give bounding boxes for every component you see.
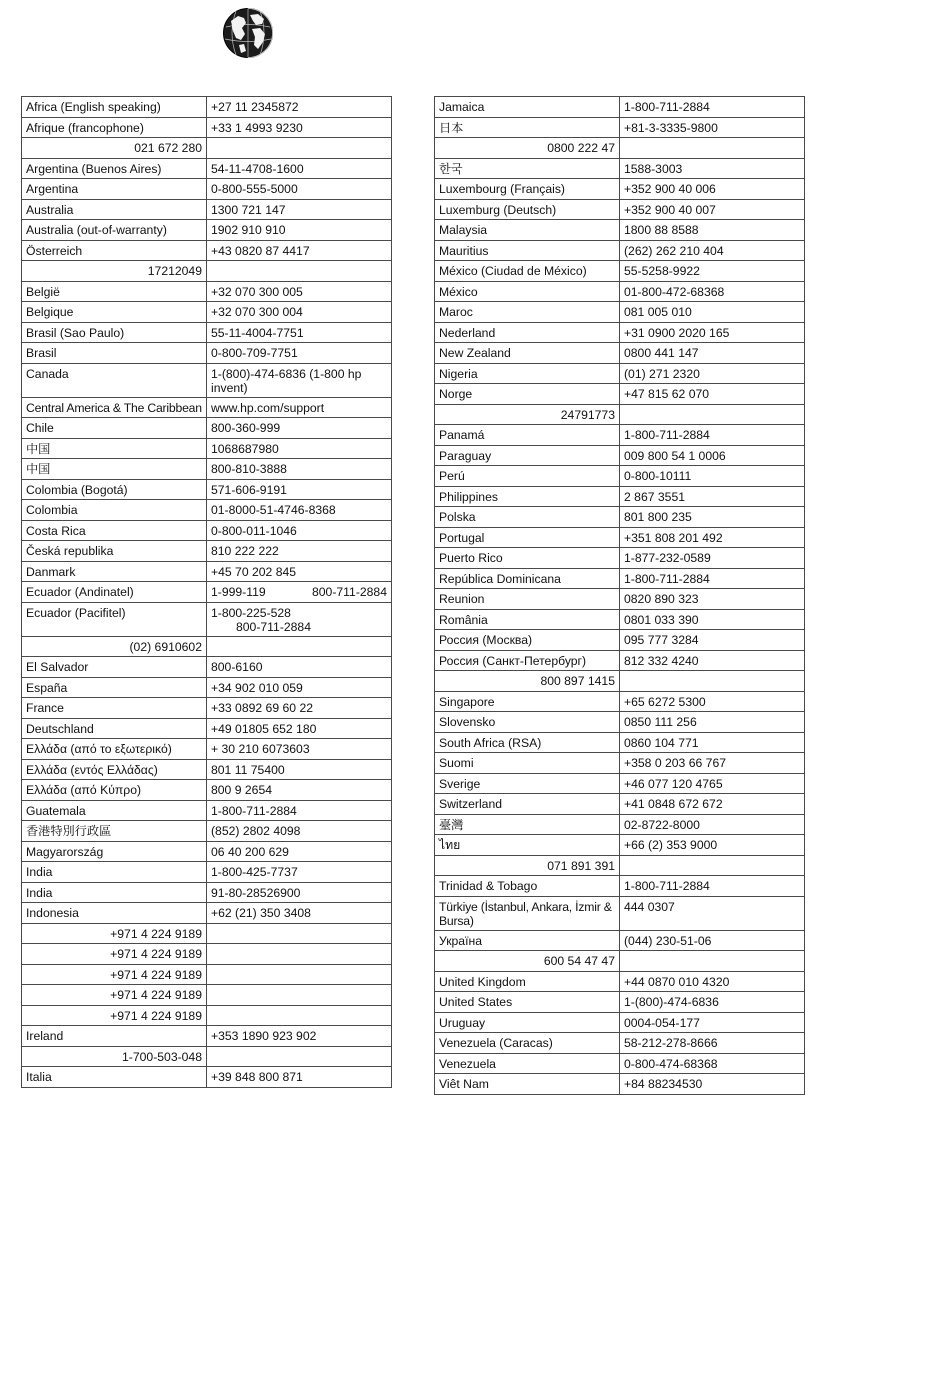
country-cell: Costa Rica bbox=[22, 520, 207, 541]
country-cell: India bbox=[22, 862, 207, 883]
table-row bbox=[435, 466, 805, 487]
country-cell: Brasil bbox=[22, 343, 207, 364]
table-row bbox=[435, 425, 805, 446]
phone-number-cell: 0850 111 256 bbox=[620, 712, 805, 733]
table-row bbox=[22, 923, 392, 944]
country-cell: Indonesia bbox=[22, 903, 207, 924]
table-row bbox=[22, 261, 392, 282]
phone-number-cell: 2 867 3551 bbox=[620, 486, 805, 507]
table-row bbox=[435, 691, 805, 712]
phone-number-cell: +352 900 40 006 bbox=[620, 179, 805, 200]
phone-number-cell: 0004-054-177 bbox=[620, 1012, 805, 1033]
country-cell: United Kingdom bbox=[435, 971, 620, 992]
phone-number-cell: +43 0820 87 4417 bbox=[207, 240, 392, 261]
phone-number-cell: 800-360-999 bbox=[207, 418, 392, 439]
table-row bbox=[435, 971, 805, 992]
country-cell: United States bbox=[435, 992, 620, 1013]
country-cell: Ελλάδα (εντός Ελλάδας) bbox=[22, 759, 207, 780]
country-cell: El Salvador bbox=[22, 657, 207, 678]
phone-number-cell: 1800 88 8588 bbox=[620, 220, 805, 241]
table-row bbox=[22, 964, 392, 985]
table-row bbox=[22, 944, 392, 965]
table-row bbox=[435, 179, 805, 200]
country-cell: 香港特別行政區 bbox=[22, 821, 207, 842]
phone-number-cell: +358 0 203 66 767 bbox=[620, 753, 805, 774]
phone-number-cell bbox=[207, 923, 392, 944]
country-cell: +971 4 224 9189 bbox=[22, 944, 207, 965]
table-row bbox=[435, 671, 805, 692]
phone-number-cell bbox=[207, 261, 392, 282]
phone-number-cell: 571-606-9191 bbox=[207, 479, 392, 500]
phone-number-cell: 1588-3003 bbox=[620, 158, 805, 179]
table-row bbox=[435, 117, 805, 138]
phone-number-cell: 095 777 3284 bbox=[620, 630, 805, 651]
table-row bbox=[22, 343, 392, 364]
country-cell: Perú bbox=[435, 466, 620, 487]
country-cell: Ecuador (Pacifitel) bbox=[22, 602, 207, 636]
table-row bbox=[22, 657, 392, 678]
phone-number-cell: +353 1890 923 902 bbox=[207, 1026, 392, 1047]
table-row bbox=[22, 322, 392, 343]
table-row bbox=[435, 609, 805, 630]
table-row bbox=[22, 677, 392, 698]
phone-number-cell: +47 815 62 070 bbox=[620, 384, 805, 405]
country-cell: Nederland bbox=[435, 322, 620, 343]
phone-number-cell: 0801 033 390 bbox=[620, 609, 805, 630]
country-cell: Venezuela (Caracas) bbox=[435, 1033, 620, 1054]
table-row bbox=[435, 930, 805, 951]
phone-number-cell bbox=[207, 944, 392, 965]
table-row bbox=[435, 1074, 805, 1095]
table-row bbox=[435, 876, 805, 897]
phone-number-cell: 1-800-711-2884 bbox=[620, 97, 805, 118]
phone-number-cell: +27 11 2345872 bbox=[207, 97, 392, 118]
phone-number-cell: 06 40 200 629 bbox=[207, 841, 392, 862]
table-row bbox=[435, 240, 805, 261]
table-row bbox=[435, 527, 805, 548]
country-cell: Россия (Санкт-Петербург) bbox=[435, 650, 620, 671]
table-row bbox=[22, 541, 392, 562]
country-cell: Argentina (Buenos Aires) bbox=[22, 158, 207, 179]
table-row bbox=[435, 712, 805, 733]
country-cell: ไทย bbox=[435, 835, 620, 856]
country-cell: België bbox=[22, 281, 207, 302]
table-row bbox=[435, 992, 805, 1013]
table-row bbox=[22, 459, 392, 480]
table-row bbox=[22, 397, 392, 418]
country-cell: +971 4 224 9189 bbox=[22, 1005, 207, 1026]
phone-number-cell bbox=[207, 582, 392, 603]
phone-number-cell: 0860 104 771 bbox=[620, 732, 805, 753]
table-row bbox=[435, 507, 805, 528]
phone-number-cell: 1-800-711-2884 bbox=[207, 800, 392, 821]
phone-number-cell: +352 900 40 007 bbox=[620, 199, 805, 220]
country-cell: 中国 bbox=[22, 438, 207, 459]
country-cell: 800 897 1415 bbox=[435, 671, 620, 692]
table-row bbox=[435, 589, 805, 610]
country-cell: Central America & The Caribbean bbox=[22, 397, 207, 418]
country-cell: (02) 6910602 bbox=[22, 636, 207, 657]
table-row bbox=[22, 800, 392, 821]
country-cell: Österreich bbox=[22, 240, 207, 261]
phone-number-cell: 0-800-10111 bbox=[620, 466, 805, 487]
phone-number: 1-800-225-528 bbox=[211, 605, 291, 620]
table-row bbox=[22, 561, 392, 582]
phone-number-cell bbox=[207, 602, 392, 636]
phone-number-cell: + 30 210 6073603 bbox=[207, 739, 392, 760]
phone-number-cell: 0-800-555-5000 bbox=[207, 179, 392, 200]
country-cell: Uruguay bbox=[435, 1012, 620, 1033]
table-row bbox=[22, 117, 392, 138]
phone-number-cell: +49 01805 652 180 bbox=[207, 718, 392, 739]
phone-number-cell bbox=[207, 985, 392, 1006]
phone-number-cell: +31 0900 2020 165 bbox=[620, 322, 805, 343]
table-row bbox=[22, 882, 392, 903]
country-cell: Brasil (Sao Paulo) bbox=[22, 322, 207, 343]
table-row bbox=[22, 985, 392, 1006]
phone-number-cell: 800-6160 bbox=[207, 657, 392, 678]
phone-number-cell: +62 (21) 350 3408 bbox=[207, 903, 392, 924]
country-cell: Venezuela bbox=[435, 1053, 620, 1074]
table-row bbox=[22, 240, 392, 261]
country-cell: România bbox=[435, 609, 620, 630]
country-cell: Reunion bbox=[435, 589, 620, 610]
table-row bbox=[22, 158, 392, 179]
country-cell: Africa (English speaking) bbox=[22, 97, 207, 118]
phone-number-cell: +39 848 800 871 bbox=[207, 1067, 392, 1088]
phone-number-cell: 801 11 75400 bbox=[207, 759, 392, 780]
phone-number-cell: +41 0848 672 672 bbox=[620, 794, 805, 815]
phone-number-cell bbox=[620, 138, 805, 159]
phone-number-cell bbox=[620, 951, 805, 972]
table-row bbox=[435, 650, 805, 671]
globe-icon bbox=[222, 7, 274, 59]
phone-number-cell: 1-800-711-2884 bbox=[620, 876, 805, 897]
table-row bbox=[435, 138, 805, 159]
table-row bbox=[22, 302, 392, 323]
country-cell: South Africa (RSA) bbox=[435, 732, 620, 753]
country-cell: Maroc bbox=[435, 302, 620, 323]
phone-number-cell: 1068687980 bbox=[207, 438, 392, 459]
phone-number-cell: +66 (2) 353 9000 bbox=[620, 835, 805, 856]
country-cell: 600 54 47 47 bbox=[435, 951, 620, 972]
country-cell: Deutschland bbox=[22, 718, 207, 739]
phone-number-cell: www.hp.com/support bbox=[207, 397, 392, 418]
country-cell: Argentina bbox=[22, 179, 207, 200]
table-row bbox=[435, 773, 805, 794]
table-row bbox=[22, 1067, 392, 1088]
table-row bbox=[22, 582, 392, 603]
country-cell: Sverige bbox=[435, 773, 620, 794]
country-cell: +971 4 224 9189 bbox=[22, 985, 207, 1006]
phone-number-cell: 1-877-232-0589 bbox=[620, 548, 805, 569]
phone-number-cell bbox=[207, 964, 392, 985]
phone-number: 1-999-119 bbox=[211, 585, 266, 599]
table-row bbox=[22, 1005, 392, 1026]
phone-number-cell: +65 6272 5300 bbox=[620, 691, 805, 712]
phone-number-cell: 0800 441 147 bbox=[620, 343, 805, 364]
phone-number-cell: +33 0892 69 60 22 bbox=[207, 698, 392, 719]
phone-number-cell bbox=[620, 855, 805, 876]
country-cell: España bbox=[22, 677, 207, 698]
table-row bbox=[22, 438, 392, 459]
country-cell: Italia bbox=[22, 1067, 207, 1088]
table-row bbox=[435, 1033, 805, 1054]
table-row bbox=[435, 220, 805, 241]
country-cell: México bbox=[435, 281, 620, 302]
country-cell: 24791773 bbox=[435, 404, 620, 425]
country-cell: Polska bbox=[435, 507, 620, 528]
phone-number-cell: 1902 910 910 bbox=[207, 220, 392, 241]
table-row bbox=[22, 199, 392, 220]
table-row bbox=[435, 322, 805, 343]
table-row bbox=[435, 835, 805, 856]
phone-number-cell: (044) 230-51-06 bbox=[620, 930, 805, 951]
country-cell: Türkiye (İstanbul, Ankara, İzmir & Bursa) bbox=[435, 896, 620, 930]
country-cell: Україна bbox=[435, 930, 620, 951]
country-cell: Slovensko bbox=[435, 712, 620, 733]
phone-number-cell bbox=[207, 1005, 392, 1026]
country-cell: Australia (out-of-warranty) bbox=[22, 220, 207, 241]
table-row bbox=[22, 520, 392, 541]
table-row bbox=[22, 97, 392, 118]
phone-number-cell bbox=[207, 1046, 392, 1067]
phone-number-cell: +351 808 201 492 bbox=[620, 527, 805, 548]
country-cell: Ελλάδα (από το εξωτερικό) bbox=[22, 739, 207, 760]
phone-number-cell bbox=[207, 636, 392, 657]
country-cell: Colombia (Bogotá) bbox=[22, 479, 207, 500]
country-cell: Malaysia bbox=[435, 220, 620, 241]
country-cell: Australia bbox=[22, 199, 207, 220]
country-cell: Trinidad & Tobago bbox=[435, 876, 620, 897]
country-cell: Luxembourg (Français) bbox=[435, 179, 620, 200]
table-row bbox=[435, 951, 805, 972]
table-row bbox=[22, 281, 392, 302]
country-cell: 臺灣 bbox=[435, 814, 620, 835]
table-row bbox=[435, 404, 805, 425]
table-row bbox=[435, 753, 805, 774]
country-cell: New Zealand bbox=[435, 343, 620, 364]
table-row bbox=[22, 698, 392, 719]
country-cell: Philippines bbox=[435, 486, 620, 507]
table-row bbox=[435, 199, 805, 220]
country-cell: India bbox=[22, 882, 207, 903]
country-cell: Россия (Москва) bbox=[435, 630, 620, 651]
table-row bbox=[22, 903, 392, 924]
phone-number-cell: +81-3-3335-9800 bbox=[620, 117, 805, 138]
table-row bbox=[435, 445, 805, 466]
phone-number-cell: +44 0870 010 4320 bbox=[620, 971, 805, 992]
table-row bbox=[435, 281, 805, 302]
country-cell: 中国 bbox=[22, 459, 207, 480]
phone-number-cell bbox=[207, 138, 392, 159]
table-row bbox=[435, 343, 805, 364]
country-cell: Guatemala bbox=[22, 800, 207, 821]
phone-number-cell bbox=[620, 404, 805, 425]
country-cell: Luxemburg (Deutsch) bbox=[435, 199, 620, 220]
phone-number-cell: +32 070 300 005 bbox=[207, 281, 392, 302]
table-row bbox=[22, 636, 392, 657]
phone-number-cell: +34 902 010 059 bbox=[207, 677, 392, 698]
table-row bbox=[22, 1026, 392, 1047]
country-cell: Singapore bbox=[435, 691, 620, 712]
country-cell: 日本 bbox=[435, 117, 620, 138]
table-row bbox=[435, 363, 805, 384]
phone-number-cell: 1-(800)-474-6836 bbox=[620, 992, 805, 1013]
phone-number-secondary: 800-711-2884 bbox=[236, 619, 311, 634]
country-cell: Danmark bbox=[22, 561, 207, 582]
table-row bbox=[435, 732, 805, 753]
table-row bbox=[435, 261, 805, 282]
country-cell: Belgique bbox=[22, 302, 207, 323]
table-row bbox=[22, 220, 392, 241]
country-cell: Switzerland bbox=[435, 794, 620, 815]
country-cell: Česká republika bbox=[22, 541, 207, 562]
phone-number-cell: +84 88234530 bbox=[620, 1074, 805, 1095]
country-cell: República Dominicana bbox=[435, 568, 620, 589]
phone-number-cell: 54-11-4708-1600 bbox=[207, 158, 392, 179]
table-row bbox=[22, 138, 392, 159]
table-row bbox=[22, 418, 392, 439]
table-row bbox=[22, 179, 392, 200]
table-row bbox=[435, 548, 805, 569]
phone-number-cell: 0-800-474-68368 bbox=[620, 1053, 805, 1074]
table-row bbox=[22, 500, 392, 521]
phone-number-cell: (262) 262 210 404 bbox=[620, 240, 805, 261]
table-row bbox=[22, 718, 392, 739]
country-cell: Magyarország bbox=[22, 841, 207, 862]
phone-number-cell: 812 332 4240 bbox=[620, 650, 805, 671]
phone-number-cell: +33 1 4993 9230 bbox=[207, 117, 392, 138]
country-cell: Canada bbox=[22, 363, 207, 397]
country-cell: Ecuador (Andinatel) bbox=[22, 582, 207, 603]
table-row bbox=[435, 568, 805, 589]
phone-number-cell: +32 070 300 004 bbox=[207, 302, 392, 323]
table-row bbox=[435, 384, 805, 405]
phone-number-secondary: 800-711-2884 bbox=[312, 585, 387, 599]
country-cell: Viêt Nam bbox=[435, 1074, 620, 1095]
phone-number-cell: 02-8722-8000 bbox=[620, 814, 805, 835]
table-row bbox=[435, 814, 805, 835]
phone-number-cell: 0820 890 323 bbox=[620, 589, 805, 610]
country-cell: 0800 222 47 bbox=[435, 138, 620, 159]
table-row bbox=[22, 821, 392, 842]
phone-number-cell: 444 0307 bbox=[620, 896, 805, 930]
country-cell: Norge bbox=[435, 384, 620, 405]
country-cell: Jamaica bbox=[435, 97, 620, 118]
phone-number-cell: 1-800-711-2884 bbox=[620, 568, 805, 589]
table-row bbox=[435, 896, 805, 930]
phone-number-cell: 009 800 54 1 0006 bbox=[620, 445, 805, 466]
country-cell: Chile bbox=[22, 418, 207, 439]
country-cell: Panamá bbox=[435, 425, 620, 446]
phone-number-cell: 1-800-711-2884 bbox=[620, 425, 805, 446]
phone-number-cell: 01-800-472-68368 bbox=[620, 281, 805, 302]
table-row bbox=[435, 630, 805, 651]
country-cell: Ireland bbox=[22, 1026, 207, 1047]
table-row bbox=[435, 302, 805, 323]
country-cell: Colombia bbox=[22, 500, 207, 521]
phone-number-cell: 1-800-425-7737 bbox=[207, 862, 392, 883]
country-cell: Ελλάδα (από Κύπρο) bbox=[22, 780, 207, 801]
country-cell: 021 672 280 bbox=[22, 138, 207, 159]
table-row bbox=[22, 479, 392, 500]
country-cell: 1-700-503-048 bbox=[22, 1046, 207, 1067]
table-row bbox=[22, 363, 392, 397]
country-cell: México (Ciudad de México) bbox=[435, 261, 620, 282]
phone-number-cell: 0-800-011-1046 bbox=[207, 520, 392, 541]
phone-number-cell: 91-80-28526900 bbox=[207, 882, 392, 903]
phone-number-cell: 0-800-709-7751 bbox=[207, 343, 392, 364]
table-row bbox=[435, 1012, 805, 1033]
phone-number-cell: 081 005 010 bbox=[620, 302, 805, 323]
table-row bbox=[435, 486, 805, 507]
phone-number-cell: 55-11-4004-7751 bbox=[207, 322, 392, 343]
phone-number-cell: (01) 271 2320 bbox=[620, 363, 805, 384]
table-row bbox=[22, 862, 392, 883]
country-cell: 071 891 391 bbox=[435, 855, 620, 876]
phone-table-left bbox=[21, 96, 392, 1088]
country-cell: Nigeria bbox=[435, 363, 620, 384]
country-cell: +971 4 224 9189 bbox=[22, 923, 207, 944]
country-cell: Mauritius bbox=[435, 240, 620, 261]
country-cell: Suomi bbox=[435, 753, 620, 774]
phone-number-cell: 810 222 222 bbox=[207, 541, 392, 562]
phone-number-cell: 01-8000-51-4746-8368 bbox=[207, 500, 392, 521]
phone-number-cell: 801 800 235 bbox=[620, 507, 805, 528]
table-row bbox=[22, 780, 392, 801]
phone-number-cell: 58-212-278-8666 bbox=[620, 1033, 805, 1054]
table-row bbox=[22, 602, 392, 636]
phone-table-right bbox=[434, 96, 805, 1095]
table-row bbox=[22, 739, 392, 760]
country-cell: 한국 bbox=[435, 158, 620, 179]
country-cell: +971 4 224 9189 bbox=[22, 964, 207, 985]
phone-number-cell: 55-5258-9922 bbox=[620, 261, 805, 282]
table-row bbox=[435, 97, 805, 118]
phone-number-cell bbox=[620, 671, 805, 692]
phone-number-cell: 1300 721 147 bbox=[207, 199, 392, 220]
table-row bbox=[435, 158, 805, 179]
table-row bbox=[435, 1053, 805, 1074]
country-cell: France bbox=[22, 698, 207, 719]
phone-number-cell: +46 077 120 4765 bbox=[620, 773, 805, 794]
country-cell: Paraguay bbox=[435, 445, 620, 466]
table-row bbox=[435, 794, 805, 815]
phone-number-cell: +45 70 202 845 bbox=[207, 561, 392, 582]
table-row bbox=[435, 855, 805, 876]
phone-number-cell: 800-810-3888 bbox=[207, 459, 392, 480]
phone-number-cell: (852) 2802 4098 bbox=[207, 821, 392, 842]
table-row bbox=[22, 1046, 392, 1067]
country-cell: 17212049 bbox=[22, 261, 207, 282]
phone-number-cell: 800 9 2654 bbox=[207, 780, 392, 801]
phone-number-cell: 1-(800)-474-6836 (1-800 hp invent) bbox=[207, 363, 392, 397]
table-row bbox=[22, 759, 392, 780]
country-cell: Afrique (francophone) bbox=[22, 117, 207, 138]
country-cell: Puerto Rico bbox=[435, 548, 620, 569]
country-cell: Portugal bbox=[435, 527, 620, 548]
table-row bbox=[22, 841, 392, 862]
